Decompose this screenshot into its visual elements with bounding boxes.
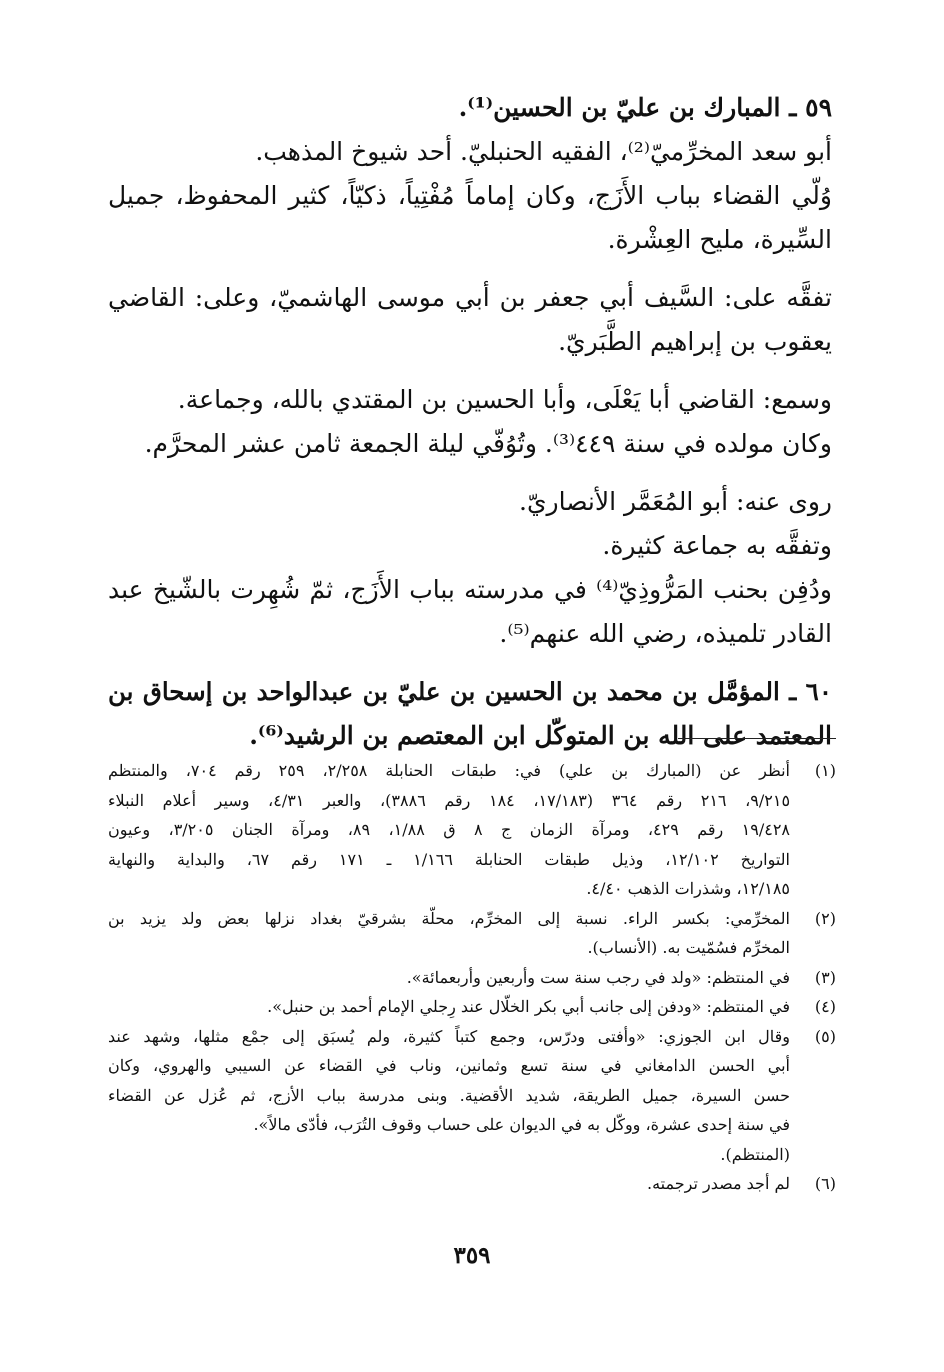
footnotes xyxy=(108,756,836,1199)
entry-line: ودُفِن بحنب المَرُّوذِيّ⁽⁴⁾ في مدرسته بباب الأَزَج، ثمّ شُهِرت بالشّيخ عبد xyxy=(108,575,832,604)
footnote-line: المخرِّم فسُمّيت به. (الأنساب). xyxy=(587,938,790,957)
footnote-body xyxy=(108,756,790,904)
footnote-line: في المنتظم: «ولد في رجب سنة ست وأربعين وأربعمائة». xyxy=(406,967,790,987)
footnote xyxy=(108,1169,836,1199)
footnote-line: (المنتظم). xyxy=(720,1144,790,1164)
footnote-line: لم أجد مصدر ترجمته. xyxy=(647,1174,790,1193)
footnote-body xyxy=(108,992,790,1022)
entry-heading: المعتمد على الله بن المتوكّل ابن المعتصم بن الرشيد⁽⁶⁾. xyxy=(249,721,832,750)
footnote-line: في المنتظم: «ودفن إلى جانب أبي بكر الخلّال عند رِجلي الإمام أحمد بن حنبل». xyxy=(267,997,790,1016)
footnote-number: (٣) xyxy=(814,967,836,987)
footnote xyxy=(108,1022,836,1170)
footnote-line: المخرِّمي: بكسر الراء. نسبة إلى المخرِّم، محلّة بشرقيّ بغداد نزلها بعض ولد يزيد بن xyxy=(108,908,790,928)
footnote-line: التواريخ ١٢/١٠٢، وذيل طبقات الحنابلة ١/١٦٦ ـ ١٧١ رقم ٦٧، والبداية والنهاية xyxy=(108,849,790,869)
footnote-line: أنظر عن (المبارك بن علي) في: طبقات الحنابلة ٢/٢٥٨، ٢٥٩ رقم ٧٠٤، والمنتظم xyxy=(108,761,790,780)
footnote xyxy=(108,756,836,904)
footnote-body xyxy=(108,963,790,993)
entry-line: أبو سعد المخرِّميّ⁽²⁾، الفقيه الحنبليّ. أحد شيوخ المذهب. xyxy=(255,137,832,166)
footnote xyxy=(108,992,836,1022)
entry-line: وتفقَّه به جماعة كثيرة. xyxy=(602,531,832,560)
entry-line: تفقَّه على: السَّيف أبي جعفر بن أبي موسى الهاشميّ، وعلى: القاضي xyxy=(108,283,832,312)
footnote-number: (٤) xyxy=(814,997,836,1016)
footnote-number: (٦) xyxy=(814,1174,836,1193)
footnote-line: ٩/٢١٥، ٢١٦ رقم ٣٦٤ (١٧/١٨٣، ١٨٤ رقم ٣٨٨٦)، والعبر ٤/٣١، وسير أعلام النبلاء xyxy=(108,790,791,810)
footnote-separator xyxy=(678,738,836,739)
footnote-line: وقال ابن الجوزي: «وأفتى ودرّس، وجمع كتباً كثيرة، ولم يُسبَق إلى جمْع مثلها، وشهد عند xyxy=(108,1026,791,1046)
footnote-body xyxy=(108,904,790,963)
entry-line: وكان مولده في سنة ٤٤٩⁽³⁾. وتُوُفّي ليلة الجمعة ثامن عشر المحرَّم. xyxy=(144,429,832,458)
main-text xyxy=(108,86,832,758)
footnote xyxy=(108,963,836,993)
entry-line: السِّيرة، مليح العِشْرة. xyxy=(607,225,832,254)
footnote-line: ١٩/٤٢٨ رقم ٤٢٩، ومرآة الزمان ج ٨ ق ١/٨٨، ٨٩، ومرآة الجنان ٣/٢٠٥، وعيون xyxy=(108,820,790,839)
footnote-number: (٢) xyxy=(814,908,836,928)
entry-line: القادر تلميذه، رضي الله عنهم⁽⁵⁾. xyxy=(499,619,832,648)
entry-heading: ٥٩ ـ المبارك بن عليّ بن الحسين⁽¹⁾. xyxy=(458,93,832,122)
footnote-body xyxy=(108,1022,790,1170)
entry-heading: ٦٠ ـ المؤمَّل بن محمد بن الحسين بن عليّ بن عبدالواحد بن إسحاق بن xyxy=(108,677,832,706)
footnote-line: ١٢/١٨٥، وشذرات الذهب ٤/٤٠. xyxy=(586,879,790,898)
entry-line: روى عنه: أبو المُعَمَّر الأنصاريّ. xyxy=(519,487,832,516)
entry-line: وُلّي القضاء بباب الأَزَج، وكان إماماً مُفْتِياً، ذكيّاً، كثير المحفوظ، جميل xyxy=(108,181,832,210)
footnote-number: (١) xyxy=(814,761,836,780)
footnote xyxy=(108,904,836,963)
page-number: ٣٥٩ xyxy=(453,1242,491,1269)
entry-line: يعقوب بن إبراهيم الطَّبَريّ. xyxy=(558,327,832,356)
footnote-line: حسن السيرة، جميل الطريقة، شديد الأقضية. وبنى مدرسة بباب الأزج، ثم عُزل عن القضاء xyxy=(108,1085,790,1105)
footnote-body xyxy=(108,1169,790,1199)
footnote-line: في سنة إحدى عشرة، ووكّل به في الديوان على حساب وقوف التُرَب، فأدّى مالاً». xyxy=(253,1115,790,1134)
footnote-number: (٥) xyxy=(814,1026,836,1046)
entry-line: وسمع: القاضي أبا يَعْلَى، وأبا الحسين بن المقتدي بالله، وجماعة. xyxy=(177,385,832,414)
footnote-line: أبي الحسن الدامغاني في سنة تسع وثمانين، وناب في القضاء عن السيبي والهروي، وكان xyxy=(108,1056,790,1075)
